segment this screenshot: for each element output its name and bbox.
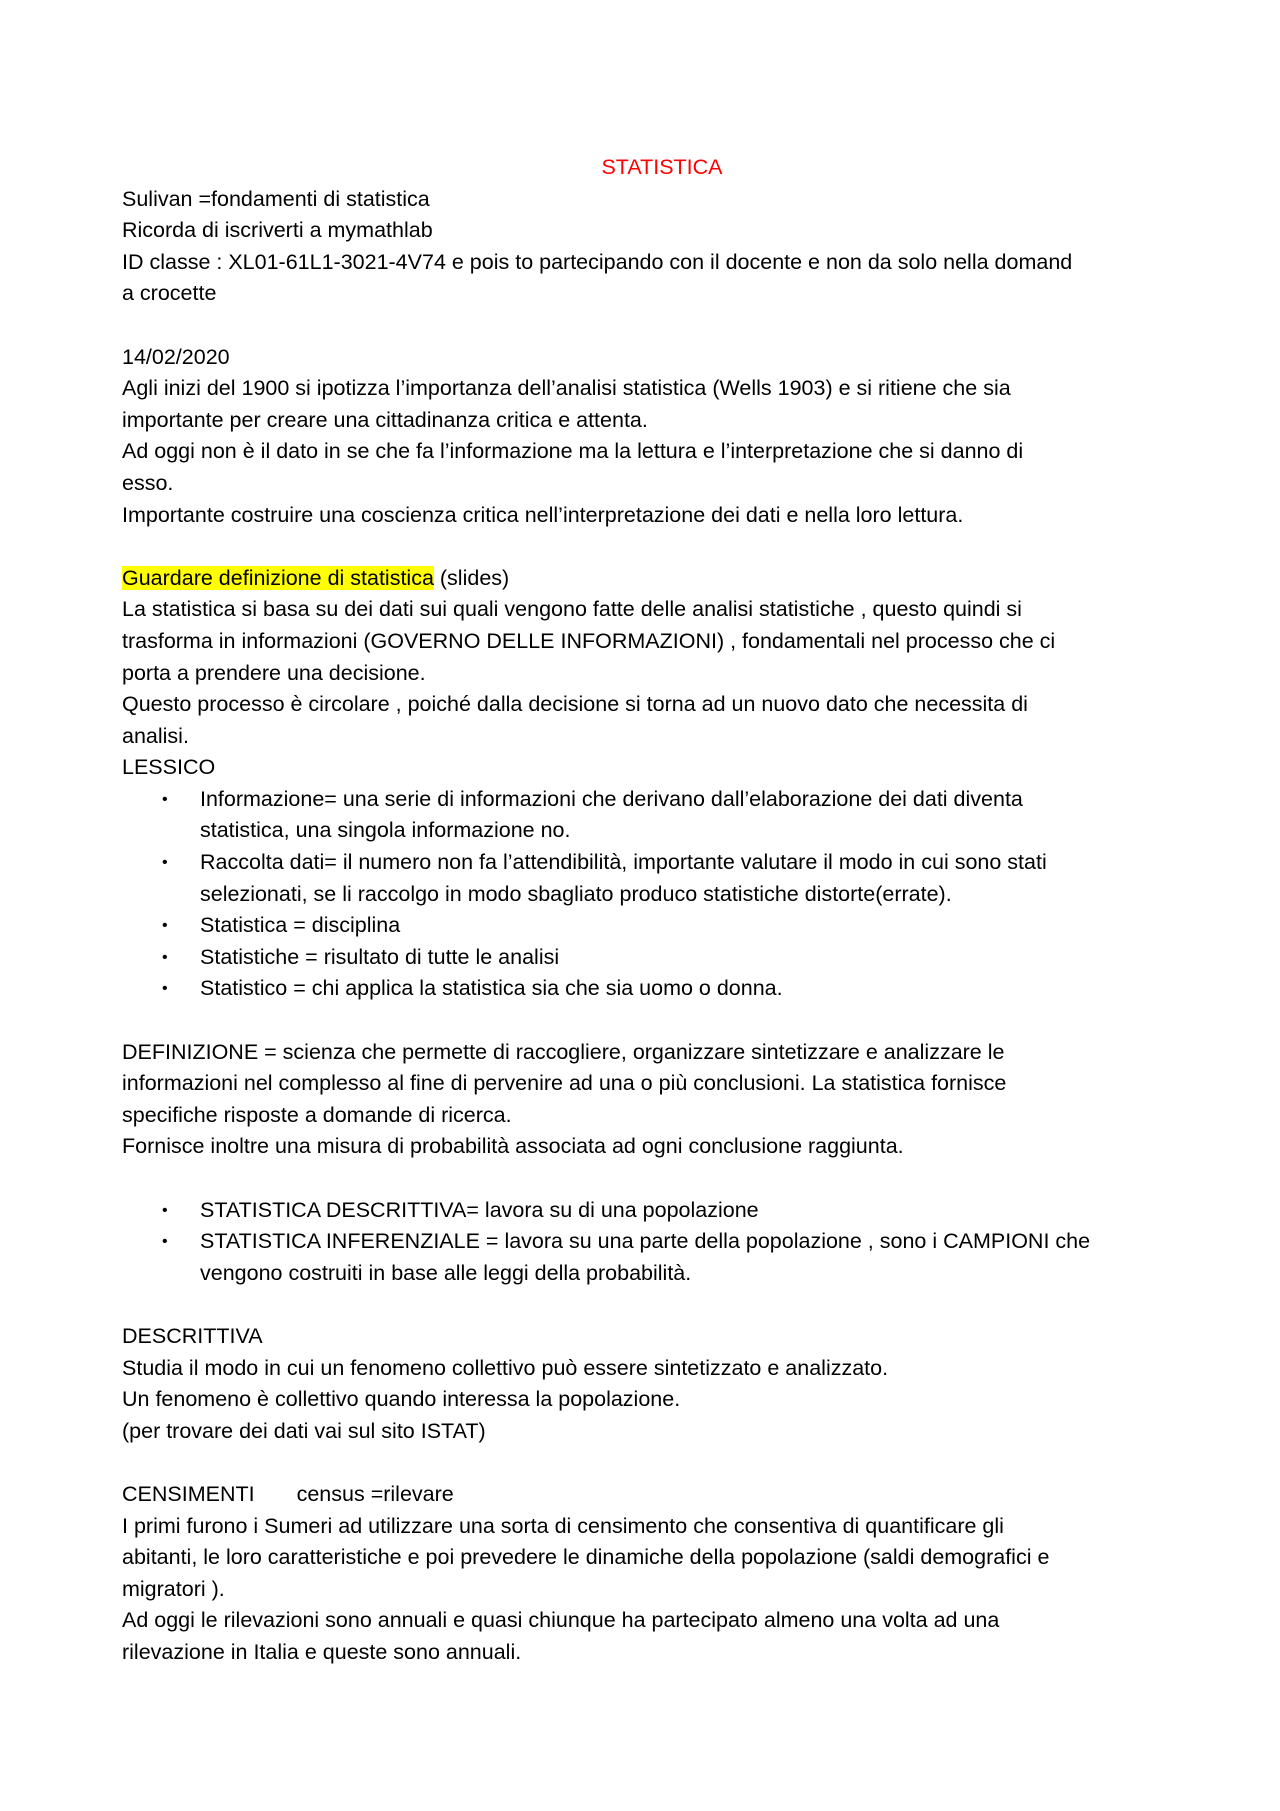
definizione-line: specifiche risposte a domande di ricerca. bbox=[122, 1102, 512, 1127]
list-item bbox=[122, 942, 1162, 974]
censimenti-line: I primi furono i Sumeri ad utilizzare una sorta di censimento che consentiva di quantificare gli bbox=[122, 1513, 1004, 1538]
page-title: STATISTICA bbox=[601, 155, 723, 179]
highlighted-text: Guardare definizione di statistica bbox=[122, 565, 434, 590]
basis-line: La statistica si basa su dei dati sui quali vengono fatte delle analisi statistiche , questo quindi si bbox=[122, 597, 1022, 622]
definition-heading bbox=[122, 563, 1162, 595]
censimenti-line: rilevazione in Italia e queste sono annuali. bbox=[122, 1639, 522, 1664]
spacer bbox=[122, 531, 1162, 563]
list-item-line: STATISTICA INFERENZIALE = lavora su una parte della popolazione , sono i CAMPIONI che bbox=[200, 1229, 1091, 1254]
list-item bbox=[122, 973, 1162, 1005]
spacer bbox=[122, 1163, 1162, 1195]
lessico-list bbox=[122, 784, 1162, 1005]
censimenti-note: census =rilevare bbox=[296, 1481, 454, 1506]
bullet-icon: • bbox=[162, 980, 168, 998]
bullet-icon: • bbox=[162, 948, 168, 966]
censimenti-title: CENSIMENTI bbox=[122, 1481, 255, 1506]
basis-line: Questo processo è circolare , poiché dalla decisione si torna ad un nuovo dato che necessita di bbox=[122, 692, 1028, 717]
list-item-line: Statistico = chi applica la statistica sia che sia uomo o donna. bbox=[200, 976, 783, 1001]
basis-line: porta a prendere una decisione. bbox=[122, 660, 426, 685]
list-item-line: selezionati, se li raccolgo in modo sbagliato produco statistiche distorte(errate). bbox=[200, 881, 952, 906]
spacer bbox=[122, 1005, 1162, 1037]
history-line: Ad oggi non è il dato in se che fa l’informazione ma la lettura e l’interpretazione che si danno di bbox=[122, 439, 1024, 464]
list-item-line: vengono costruiti in base alle leggi della probabilità. bbox=[200, 1260, 692, 1285]
document-body bbox=[122, 152, 1162, 1669]
bullet-icon: • bbox=[162, 854, 168, 872]
list-item-line: STATISTICA DESCRITTIVA= lavora su di una popolazione bbox=[200, 1197, 759, 1222]
bullet-icon: • bbox=[162, 1233, 168, 1251]
definizione-line: informazioni nel complesso al fine di pervenire ad una o più conclusioni. La statistica fornisce bbox=[122, 1071, 1007, 1096]
list-item-line: Raccolta dati= il numero non fa l’attendibilità, importante valutare il modo in cui sono stati bbox=[200, 850, 1047, 875]
list-item-line: Informazione= una serie di informazioni che derivano dall’elaborazione dei dati diventa bbox=[200, 786, 1023, 811]
definizione-line: DEFINIZIONE = scienza che permette di raccogliere, organizzare sintetizzare e analizzare le bbox=[122, 1039, 1005, 1064]
censimenti-line: Ad oggi le rilevazioni sono annuali e quasi chiunque ha partecipato almeno una volta ad una bbox=[122, 1608, 1000, 1633]
list-item bbox=[122, 784, 1162, 847]
spacer bbox=[122, 310, 1162, 342]
basis-line: analisi. bbox=[122, 723, 189, 748]
list-item bbox=[122, 1226, 1162, 1289]
censimenti-heading bbox=[122, 1479, 1162, 1511]
definition-heading-note: (slides) bbox=[433, 565, 510, 590]
censimenti-line: migratori ). bbox=[122, 1576, 225, 1601]
bullet-icon: • bbox=[162, 917, 168, 935]
history-line: esso. bbox=[122, 470, 174, 495]
list-item-line: Statistica = disciplina bbox=[200, 913, 401, 938]
list-item-line: Statistiche = risultato di tutte le analisi bbox=[200, 944, 560, 969]
descrittiva-line: Studia il modo in cui un fenomeno collettivo può essere sintetizzato e analizzato. bbox=[122, 1355, 889, 1380]
history-line: Importante costruire una coscienza critica nell’interpretazione dei dati e nella loro lettura. bbox=[122, 502, 964, 527]
bullet-icon: • bbox=[162, 790, 168, 808]
list-item bbox=[122, 1195, 1162, 1227]
lecture-date: 14/02/2020 bbox=[122, 344, 230, 369]
bullet-icon: • bbox=[162, 1201, 168, 1219]
history-line: importante per creare una cittadinanza critica e attenta. bbox=[122, 407, 648, 432]
intro-line: ID classe : XL01-61L1-3021-4V74 e pois to partecipando con il docente e non da solo nella domand bbox=[122, 249, 1073, 274]
list-item-line: statistica, una singola informazione no. bbox=[200, 818, 571, 843]
list-item bbox=[122, 847, 1162, 910]
basis-line: trasforma in informazioni (GOVERNO DELLE INFORMAZIONI) , fondamentali nel processo che ci bbox=[122, 628, 1056, 653]
intro-line: Sulivan =fondamenti di statistica bbox=[122, 186, 430, 211]
spacer bbox=[122, 1447, 1162, 1479]
lessico-heading: LESSICO bbox=[122, 755, 216, 780]
descrittiva-line: Un fenomeno è collettivo quando interessa la popolazione. bbox=[122, 1387, 681, 1412]
descrittiva-heading: DESCRITTIVA bbox=[122, 1323, 263, 1348]
history-line: Agli inizi del 1900 si ipotizza l’importanza dell’analisi statistica (Wells 1903) e si ritiene che sia bbox=[122, 376, 1011, 401]
list-item bbox=[122, 910, 1162, 942]
types-list bbox=[122, 1195, 1162, 1290]
spacer bbox=[122, 1289, 1162, 1321]
intro-line: a crocette bbox=[122, 281, 217, 306]
descrittiva-line: (per trovare dei dati vai sul sito ISTAT) bbox=[122, 1418, 486, 1443]
intro-line: Ricorda di iscriverti a mymathlab bbox=[122, 218, 433, 243]
definizione-line: Fornisce inoltre una misura di probabilità associata ad ogni conclusione raggiunta. bbox=[122, 1134, 904, 1159]
censimenti-line: abitanti, le loro caratteristiche e poi prevedere le dinamiche della popolazione (saldi demografici e bbox=[122, 1545, 1050, 1570]
